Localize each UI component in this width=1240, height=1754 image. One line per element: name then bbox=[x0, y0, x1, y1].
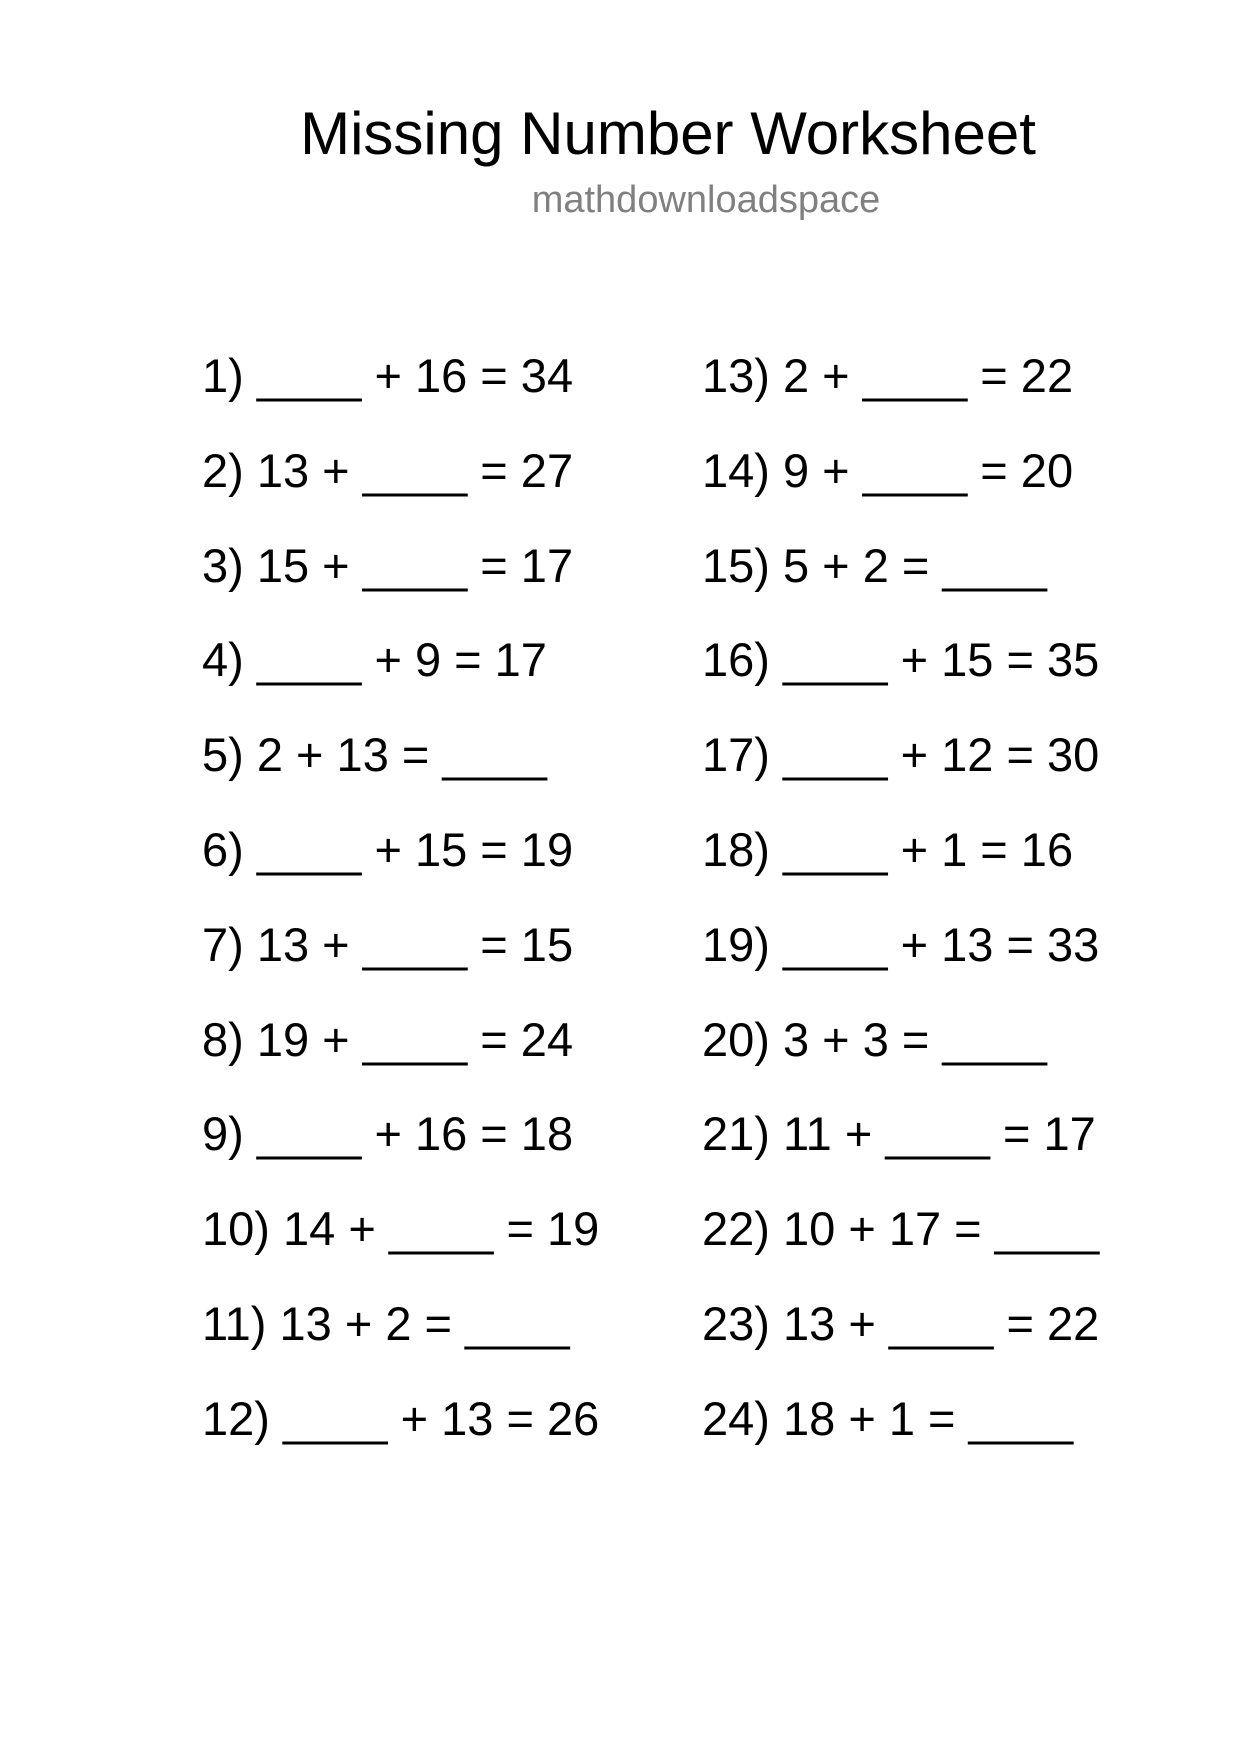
problem-item: 1) ____ + 16 = 34 bbox=[202, 349, 574, 402]
problem-item: 14) 9 + ____ = 20 bbox=[702, 444, 1074, 497]
problem-item: 17) ____ + 12 = 30 bbox=[702, 728, 1100, 781]
problem-item: 21) 11 + ____ = 17 bbox=[702, 1107, 1096, 1160]
problem-item: 11) 13 + 2 = ____ bbox=[202, 1297, 570, 1350]
problem-item: 3) 15 + ____ = 17 bbox=[202, 539, 574, 592]
problem-item: 24) 18 + 1 = ____ bbox=[702, 1392, 1074, 1445]
problem-item: 8) 19 + ____ = 24 bbox=[202, 1013, 574, 1066]
problem-item: 10) 14 + ____ = 19 bbox=[202, 1202, 600, 1255]
page-subtitle: mathdownloadspace bbox=[531, 179, 881, 221]
problem-item: 18) ____ + 1 = 16 bbox=[702, 823, 1074, 876]
problem-item: 6) ____ + 15 = 19 bbox=[202, 823, 574, 876]
problem-item: 20) 3 + 3 = ____ bbox=[702, 1013, 1047, 1066]
problem-item: 13) 2 + ____ = 22 bbox=[702, 349, 1074, 402]
problem-item: 22) 10 + 17 = ____ bbox=[702, 1202, 1100, 1255]
problem-item: 12) ____ + 13 = 26 bbox=[202, 1392, 600, 1445]
page-title: Missing Number Worksheet bbox=[300, 100, 1036, 167]
problem-item: 5) 2 + 13 = ____ bbox=[202, 728, 547, 781]
problem-item: 23) 13 + ____ = 22 bbox=[702, 1297, 1100, 1350]
problem-item: 9) ____ + 16 = 18 bbox=[202, 1107, 574, 1160]
problem-item: 19) ____ + 13 = 33 bbox=[702, 918, 1100, 971]
problem-item: 15) 5 + 2 = ____ bbox=[702, 539, 1047, 592]
problem-item: 2) 13 + ____ = 27 bbox=[202, 444, 574, 497]
problem-item: 7) 13 + ____ = 15 bbox=[202, 918, 574, 971]
problem-item: 16) ____ + 15 = 35 bbox=[702, 633, 1100, 686]
problem-item: 4) ____ + 9 = 17 bbox=[202, 633, 547, 686]
